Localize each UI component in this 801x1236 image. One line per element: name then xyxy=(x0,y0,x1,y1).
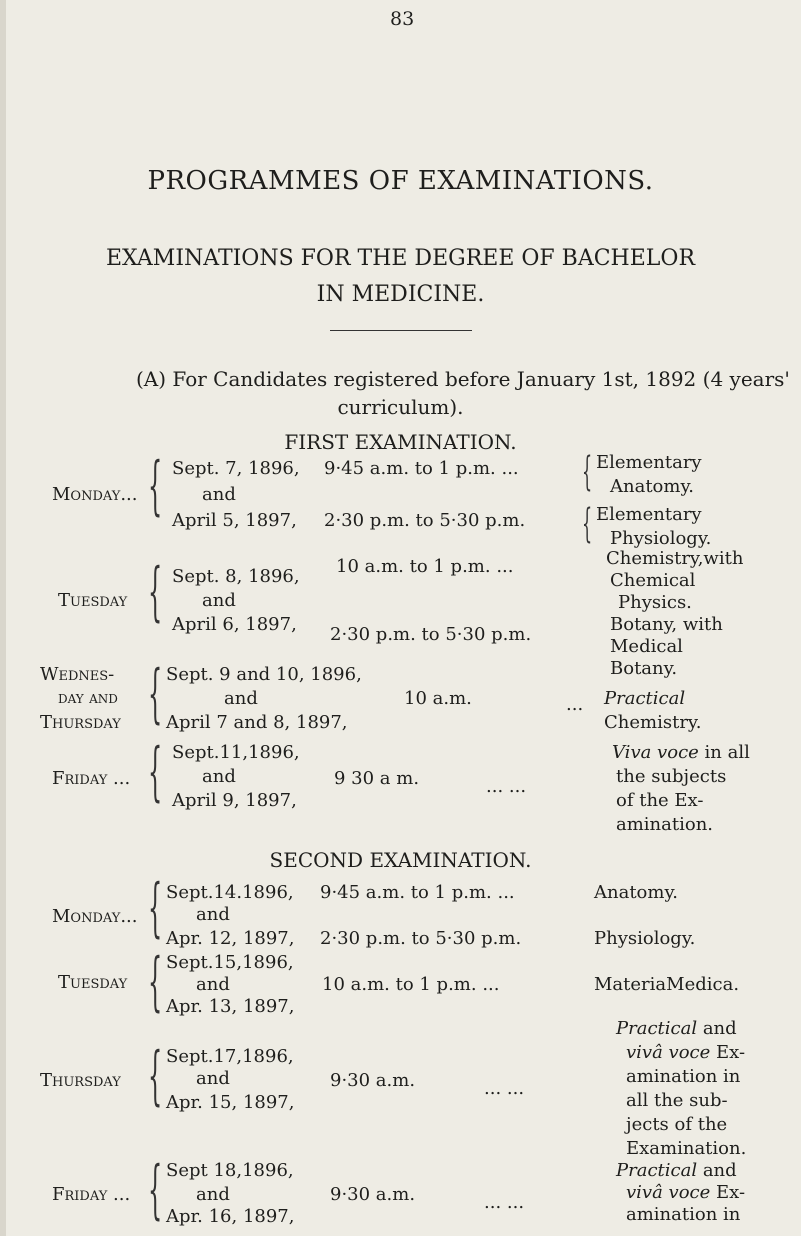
date-spring: April 5, 1897, xyxy=(172,510,297,531)
date-spring: Apr. 13, 1897, xyxy=(166,996,295,1017)
time-slot: 10 a.m. to 1 p.m. ... xyxy=(336,556,514,577)
and-text: and xyxy=(202,766,236,787)
time-slot: 10 a.m. to 1 p.m. ... xyxy=(322,974,500,995)
subject-text xyxy=(612,742,750,763)
intro-line-2: curriculum). xyxy=(337,395,464,419)
day-label: Friday ... xyxy=(52,1184,131,1205)
subject-text xyxy=(604,688,685,709)
and-text: and xyxy=(196,1184,230,1205)
subject-text: amination in xyxy=(626,1204,741,1225)
date-spring: April 6, 1897, xyxy=(172,614,297,635)
dots: ... ... xyxy=(486,776,527,797)
date-spring: Apr. 15, 1897, xyxy=(166,1092,295,1113)
subject-plain: Ex- xyxy=(716,1042,746,1063)
date-autumn: Sept.17,1896, xyxy=(166,1046,294,1067)
subject-text: Physiology. xyxy=(594,928,696,949)
subject-text: Chemical xyxy=(610,570,696,591)
subject-text xyxy=(626,1182,745,1203)
brace: { xyxy=(148,555,163,629)
brace: { xyxy=(582,501,593,547)
day-label: Thursday xyxy=(40,712,121,733)
date-autumn: Sept 18,1896, xyxy=(166,1160,294,1181)
page-title: PROGRAMMES OF EXAMINATIONS. xyxy=(147,166,654,196)
subject-text: Chemistry,with xyxy=(606,548,744,569)
subject-text: Botany, with xyxy=(610,614,723,635)
subject-plain: in all xyxy=(704,742,750,763)
time-slot: 9 30 a m. xyxy=(334,768,420,789)
time-slot: 9·30 a.m. xyxy=(330,1184,416,1205)
page-number: 83 xyxy=(390,8,415,30)
first-exam-heading: FIRST EXAMINATION. xyxy=(284,430,517,454)
day-label: Monday... xyxy=(52,906,138,927)
brace: { xyxy=(148,1153,163,1227)
subject-italic: Practical xyxy=(604,688,686,709)
date-autumn: Sept. 9 and 10, 1896, xyxy=(166,664,362,685)
date-spring: April 7 and 8, 1897, xyxy=(166,712,348,733)
day-label: Monday... xyxy=(52,484,138,505)
and-text: and xyxy=(202,484,236,505)
subject-text xyxy=(626,1042,745,1063)
date-autumn: Sept.15,1896, xyxy=(166,952,294,973)
brace: { xyxy=(148,945,163,1019)
and-text: and xyxy=(202,590,236,611)
brace: { xyxy=(148,657,163,731)
subject-italic: Viva voce xyxy=(612,742,699,763)
time-slot: 9·30 a.m. xyxy=(330,1070,416,1091)
subject-text: Medical xyxy=(610,636,683,657)
subject-italic: vivâ voce xyxy=(626,1182,711,1203)
date-spring: Apr. 12, 1897, xyxy=(166,928,295,949)
and-text: and xyxy=(196,904,230,925)
day-label: day and xyxy=(58,688,118,708)
subject-text: Chemistry. xyxy=(604,712,702,733)
time-slot: 2·30 p.m. to 5·30 p.m. xyxy=(324,510,526,531)
subject-text: Botany. xyxy=(610,658,678,679)
and-text: and xyxy=(196,974,230,995)
time-slot: 2·30 p.m. to 5·30 p.m. xyxy=(320,928,522,949)
subject-text: jects of the xyxy=(626,1114,728,1135)
subject-italic: Practical xyxy=(616,1160,698,1181)
divider-rule xyxy=(330,330,472,331)
subject-text: Elementary xyxy=(596,504,702,525)
subject-text: Examination. xyxy=(626,1138,747,1159)
date-autumn: Sept. 7, 1896, xyxy=(172,458,300,479)
and-text: and xyxy=(196,1068,230,1089)
subtitle-line-2: IN MEDICINE. xyxy=(316,282,485,307)
time-slot: 2·30 p.m. to 5·30 p.m. xyxy=(330,624,532,645)
time-slot: 9·45 a.m. to 1 p.m. ... xyxy=(320,882,515,903)
subject-text: amination in xyxy=(626,1066,741,1087)
subject-text: Physics. xyxy=(618,592,692,613)
day-label: Tuesday xyxy=(58,972,128,993)
subject-text: the subjects xyxy=(616,766,727,787)
dots: ... ... xyxy=(484,1192,525,1213)
date-autumn: Sept. 8, 1896, xyxy=(172,566,300,587)
brace: { xyxy=(148,871,163,945)
subject-text: Elementary xyxy=(596,452,702,473)
dots: ... xyxy=(566,694,584,715)
subject-text: Anatomy. xyxy=(610,476,694,497)
subject-text: MateriaMedica. xyxy=(594,974,740,995)
subject-text xyxy=(616,1160,737,1181)
subject-text xyxy=(616,1018,737,1039)
subject-italic: vivâ voce xyxy=(626,1042,711,1063)
brace: { xyxy=(148,1039,163,1113)
date-autumn: Sept.11,1896, xyxy=(172,742,300,763)
intro-line-1: (A) For Candidates registered before January 1st, 1892 (4 years' xyxy=(136,367,790,391)
time-slot: 10 a.m. xyxy=(404,688,472,709)
subject-plain: and xyxy=(702,1018,737,1039)
and-text: and xyxy=(224,688,258,709)
time-slot: 9·45 a.m. to 1 p.m. ... xyxy=(324,458,519,479)
date-spring: April 9, 1897, xyxy=(172,790,297,811)
day-label: Thursday xyxy=(40,1070,121,1091)
subject-text: all the sub- xyxy=(626,1090,728,1111)
subject-text: of the Ex- xyxy=(616,790,704,811)
subject-plain: Ex- xyxy=(716,1182,746,1203)
day-label: Tuesday xyxy=(58,590,128,611)
subject-italic: Practical xyxy=(616,1018,698,1039)
brace: { xyxy=(148,735,163,809)
brace: { xyxy=(148,449,163,523)
subject-plain: and xyxy=(702,1160,737,1181)
subtitle-line-1: EXAMINATIONS FOR THE DEGREE OF BACHELOR xyxy=(105,246,696,271)
subject-text: Anatomy. xyxy=(594,882,678,903)
subject-text: amination. xyxy=(616,814,714,835)
date-autumn: Sept.14.1896, xyxy=(166,882,294,903)
dots: ... ... xyxy=(484,1078,525,1099)
second-exam-heading: SECOND EXAMINATION. xyxy=(269,848,532,872)
day-label: Wednes- xyxy=(40,664,115,685)
date-spring: Apr. 16, 1897, xyxy=(166,1206,295,1227)
subject-text: Physiology. xyxy=(610,528,712,549)
brace: { xyxy=(582,449,593,495)
day-label: Friday ... xyxy=(52,768,131,789)
